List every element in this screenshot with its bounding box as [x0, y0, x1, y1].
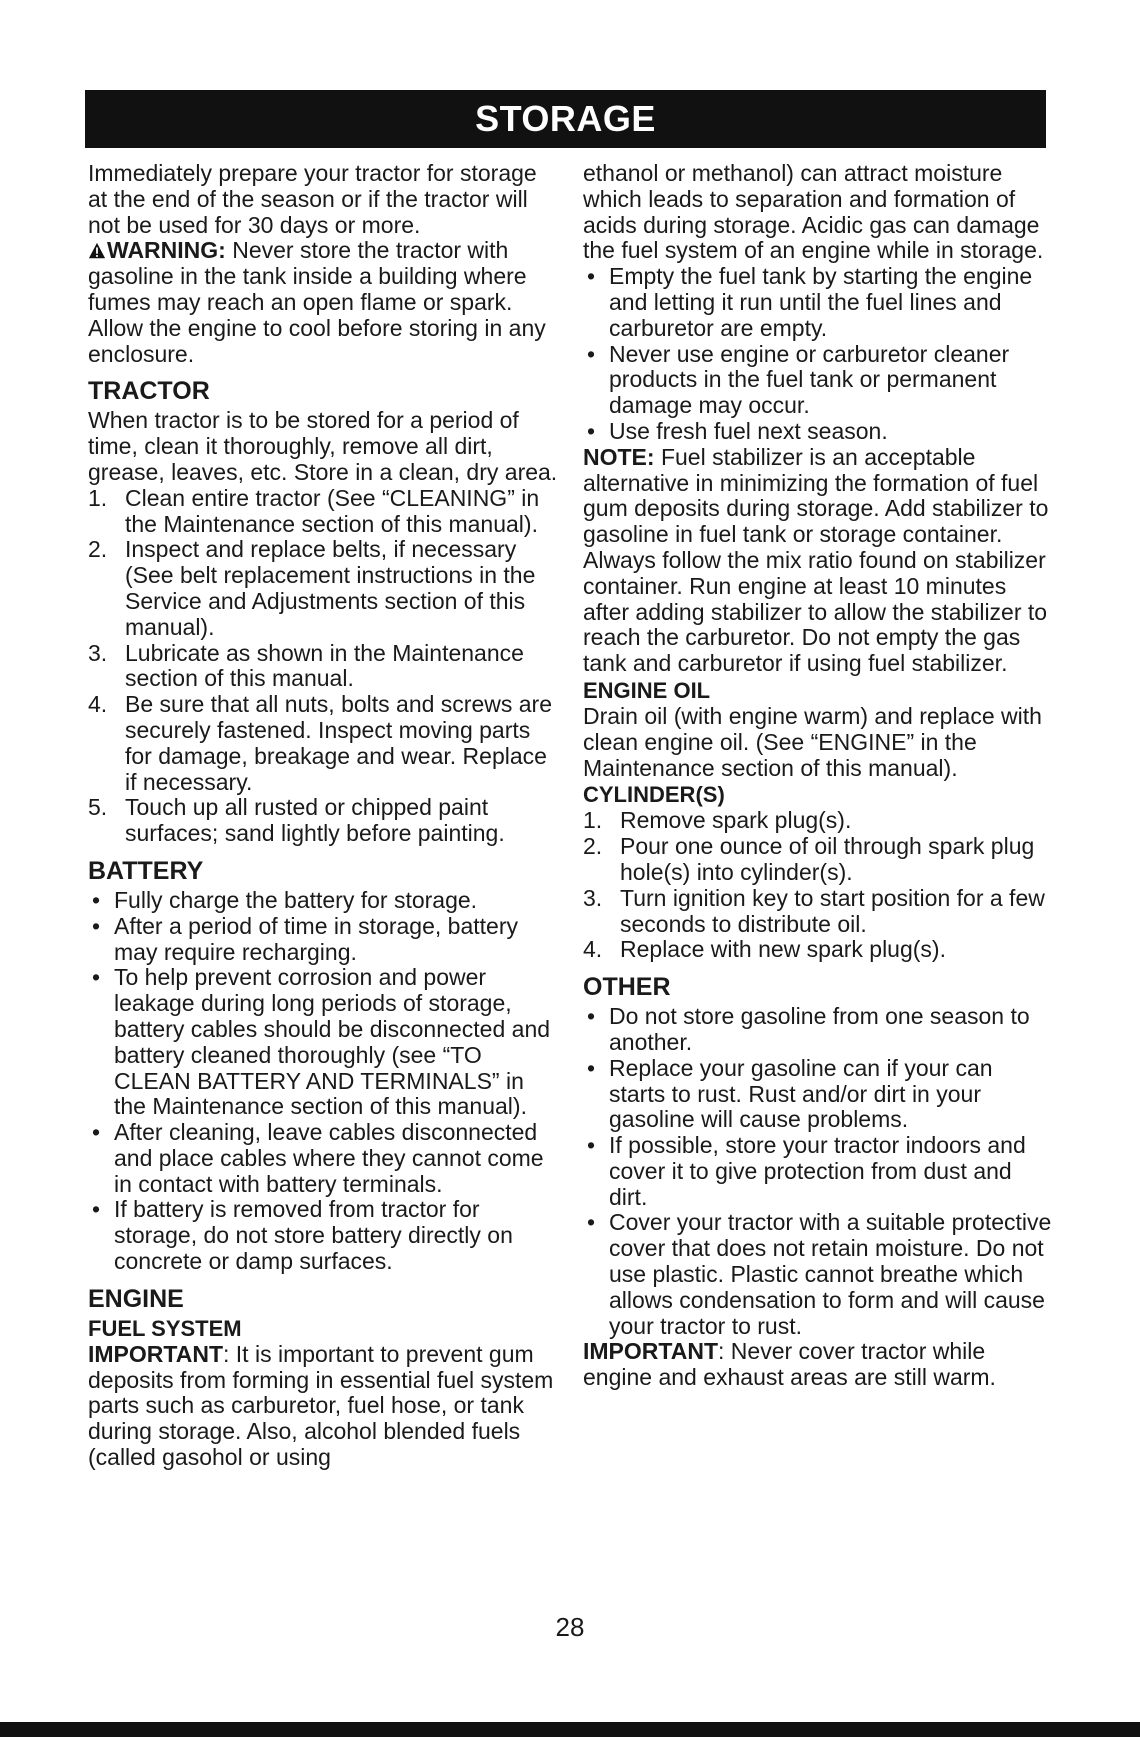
right-column	[583, 161, 1053, 1391]
bullet-text: Empty the fuel tank by starting the engine and letting it run until the fuel lines and carburetor are empty.	[609, 263, 1033, 341]
bullet-text: Use fresh fuel next season.	[609, 417, 888, 444]
step-text: Replace with new spark plug(s).	[620, 936, 946, 963]
note-label: NOTE:	[583, 443, 655, 470]
bullet-text: Fully charge the battery for storage.	[114, 886, 478, 913]
important-paragraph	[88, 1342, 558, 1471]
warning-icon	[88, 242, 106, 260]
step-number: 4.	[88, 691, 108, 718]
bullet-icon: •	[587, 1054, 596, 1081]
intro-paragraph: Immediately prepare your tractor for storage at the end of the season or if the tractor will not be used for 30 days or more.	[88, 160, 537, 238]
engine-oil-heading: ENGINE OIL	[583, 677, 711, 703]
list-item	[88, 1120, 558, 1197]
step-text: Touch up all rusted or chipped paint surfaces; sand lightly before painting.	[125, 794, 505, 847]
step-number: 4.	[583, 936, 603, 963]
important-text: : Never cover tractor while engine and exhaust areas are still warm.	[583, 1338, 996, 1391]
step-number: 1.	[88, 484, 108, 511]
battery-list	[88, 888, 558, 1275]
list-item	[583, 834, 1053, 886]
bullet-text: Do not store gasoline from one season to another.	[609, 1003, 1030, 1055]
tractor-heading: TRACTOR	[88, 377, 210, 406]
list-item	[583, 1133, 1053, 1210]
bullet-text: If battery is removed from tractor for storage, do not store battery directly on concrete or damp surfaces.	[114, 1196, 513, 1275]
bullet-icon: •	[587, 263, 596, 290]
list-item	[88, 692, 558, 795]
continued-paragraph: ethanol or methanol) can attract moisture which leads to separation and formation of acids during storage. Acidic gas can damage the fuel system of an engine while in storage.	[583, 160, 1044, 264]
list-item	[583, 886, 1053, 938]
bullet-text: After a period of time in storage, battery may require recharging.	[114, 912, 518, 965]
cylinder-steps-list	[583, 808, 1053, 963]
bullet-text: If possible, store your tractor indoors and cover it to give protection from dust and dirt.	[609, 1132, 1026, 1210]
important-paragraph	[583, 1339, 1053, 1391]
bottom-border	[0, 1722, 1140, 1737]
section-title-banner	[85, 90, 1046, 148]
engine-oil-paragraph: Drain oil (with engine warm) and replace with clean engine oil. (See “ENGINE” in the Maintenance section of this manual).	[583, 702, 1042, 781]
list-item	[583, 808, 1053, 834]
step-number: 3.	[583, 884, 603, 911]
page-number: 28	[555, 1612, 585, 1642]
list-item	[583, 419, 1053, 445]
engine-heading: ENGINE	[88, 1284, 184, 1313]
bullet-text: After cleaning, leave cables disconnected and place cables where they cannot come in contact with battery terminals.	[114, 1119, 544, 1197]
important-text: : It is important to prevent gum deposits from forming in essential fuel system parts such as carburetor, fuel hose, or tank during storage. Also, alcohol blended fuels (called gasohol or using	[88, 1340, 554, 1471]
step-text: Turn ignition key to start position for a few seconds to distribute oil.	[620, 884, 1045, 937]
list-item	[88, 486, 558, 538]
note-paragraph	[583, 445, 1053, 677]
step-number: 2.	[583, 833, 603, 860]
step-number: 1.	[583, 807, 603, 834]
bullet-icon: •	[587, 417, 596, 444]
step-number: 5.	[88, 794, 108, 821]
bullet-icon: •	[92, 912, 101, 939]
bullet-icon: •	[92, 1119, 101, 1146]
bullet-icon: •	[587, 340, 596, 367]
bullet-icon: •	[92, 1196, 101, 1223]
note-text: Fuel stabilizer is an acceptable alternative in minimizing the formation of fuel gum deposits during storage. Add stabilizer to gasoline in fuel tank or storage container. Always follow the mix ratio found on stabilizer container. Run engine at least 10 minutes after adding stabilizer to allow the stabilizer to reach the carburetor. Do not empty the gas tank and carburetor if using fuel stabilizer.	[583, 443, 1049, 677]
warning-text: Never store the tractor with gasoline in the tank inside a building where fumes may reach an open flame or spark. Allow the engine to cool before storing in any enclosure.	[88, 237, 546, 367]
list-item	[583, 264, 1053, 341]
bullet-text: Never use engine or carburetor cleaner products in the fuel tank or permanent damage may occur.	[609, 340, 1010, 419]
bullet-text: Cover your tractor with a suitable protective cover that does not retain moisture. Do not use plastic. Plastic cannot breathe which allows condensation to form and will cause your tractor to rust.	[609, 1209, 1052, 1339]
list-item	[88, 795, 558, 847]
fuel-system-heading: FUEL SYSTEM	[88, 1315, 242, 1341]
list-item	[583, 1210, 1053, 1339]
list-item	[88, 965, 558, 1120]
list-item	[583, 937, 1053, 963]
list-item	[88, 914, 558, 966]
warning-paragraph	[88, 238, 558, 367]
list-item	[583, 342, 1053, 419]
step-text: Remove spark plug(s).	[620, 807, 852, 834]
list-item	[88, 537, 558, 640]
battery-heading: BATTERY	[88, 856, 204, 885]
step-text: Pour one ounce of oil through spark plug hole(s) into cylinder(s).	[620, 833, 1035, 885]
important-label: IMPORTANT	[88, 1340, 224, 1367]
bullet-text: To help prevent corrosion and power leakage during long periods of storage, battery cables should be disconnected and battery cleaned thoroughly (see “TO CLEAN BATTERY AND TERMINALS” in the Maintenance section of this manual).	[114, 964, 551, 1120]
step-text: Be sure that all nuts, bolts and screws are securely fastened. Inspect moving parts for damage, breakage and wear. Replace if necessary.	[125, 691, 552, 795]
list-item	[88, 1197, 558, 1274]
list-item	[88, 888, 558, 914]
tractor-steps-list	[88, 486, 558, 847]
list-item	[88, 641, 558, 693]
step-number: 3.	[88, 639, 108, 666]
step-text: Lubricate as shown in the Maintenance section of this manual.	[125, 639, 524, 692]
step-number: 2.	[88, 536, 108, 563]
bullet-icon: •	[587, 1209, 596, 1236]
bullet-icon: •	[587, 1132, 596, 1159]
bullet-icon: •	[92, 964, 101, 991]
tractor-paragraph: When tractor is to be stored for a period of time, clean it thoroughly, remove all dirt, grease, leaves, etc. Store in a clean, dry area.	[88, 407, 558, 485]
warning-label: WARNING:	[107, 237, 226, 264]
bullet-text: Replace your gasoline can if your can starts to rust. Rust and/or dirt in your gasoline will cause problems.	[609, 1054, 993, 1133]
other-list	[583, 1004, 1053, 1339]
list-item	[583, 1004, 1053, 1056]
bullet-icon: •	[92, 886, 101, 913]
fuel-list	[583, 264, 1053, 445]
important-label: IMPORTANT	[583, 1338, 719, 1365]
step-text: Clean entire tractor (See “CLEANING” in the Maintenance section of this manual).	[125, 484, 540, 537]
cylinders-heading: CYLINDER(S)	[583, 782, 725, 808]
list-item	[583, 1056, 1053, 1133]
page-title: STORAGE	[475, 98, 656, 139]
step-text: Inspect and replace belts, if necessary (See belt replacement instructions in the Service and Adjustments section of this manual).	[125, 536, 536, 640]
bullet-icon: •	[587, 1003, 596, 1030]
left-column	[88, 161, 558, 1471]
other-heading: OTHER	[583, 973, 671, 1002]
